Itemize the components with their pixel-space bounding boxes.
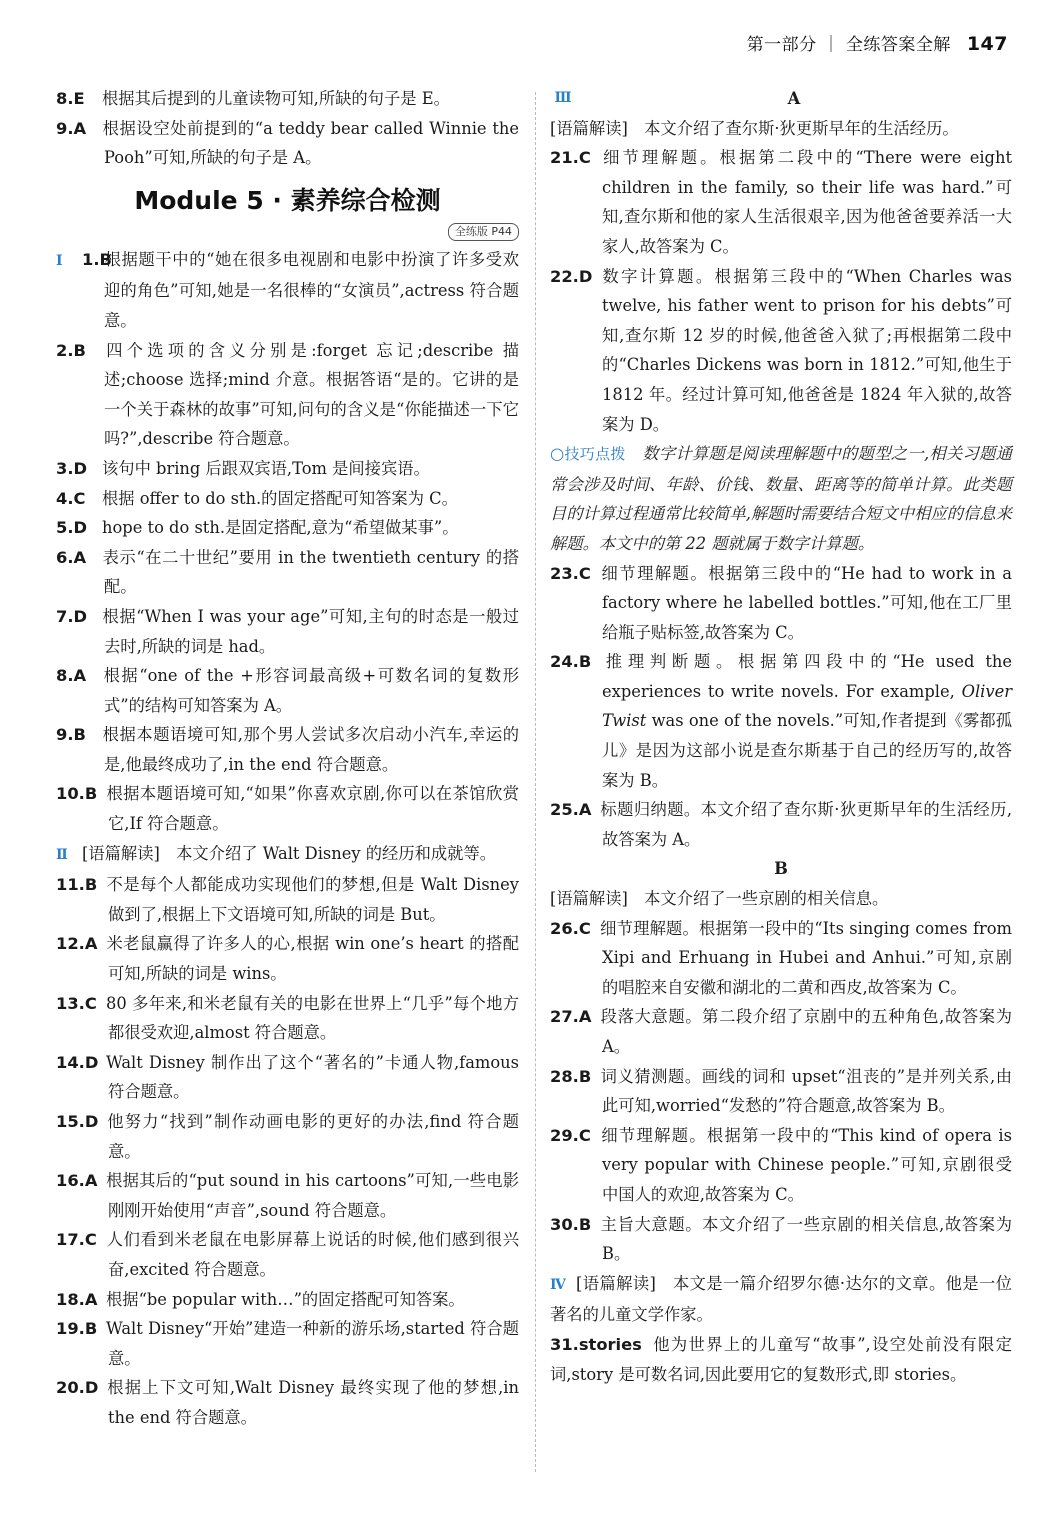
answer-number: 21.C [550,148,591,168]
answer-text: 根据其后的“put sound in his cartoons”可知,一些电影刚刚开始使用“声音”,sound 符合题意。 [106,1171,519,1220]
answer-text: 根据本题语境可知,“如果”你喜欢京剧,你可以在茶馆欣赏它,If 符合题意。 [106,784,519,834]
answer-number: 28.B [550,1066,592,1086]
answer-number: 8.A [56,666,87,686]
answer-item [56,870,519,929]
answer-text: Walt Disney“开始”建造一种新的游乐场,started 符合题意。 [106,1319,519,1368]
passage-heading [550,84,1012,114]
answer-text: 根据题干中的“她在很多电视剧和电影中扮演了许多受欢迎的角色”可知,她是一名很棒的“女演员”,actress 符合题意。 [104,249,519,330]
answer-item [56,1166,519,1225]
passage-intro: [语篇解读] 本文介绍了查尔斯·狄更斯早年的生活经历。 [550,118,959,138]
answer-text: 数字计算题。根据第三段中的“When Charles was twelve, his father went to prison for his debts”可知,查尔斯 12 岁的时候,他爸爸入狱了;再根据第二段中的“Charles Dickens was born in 1812.”可知,他生于 1812 年。经过计算可知,他爸爸是 1824 年入狱的,故答案为 D。 [600,266,1012,434]
answer-item [56,989,519,1048]
answer-item [56,1314,519,1373]
answer-number: 27.A [550,1007,592,1027]
answer-text: 细节理解题。根据第一段中的“Its singing comes from Xipi and Erhuang in Hubei and Anhui.”可知,京剧的唱腔来自安徽和湖北的二黄和西皮,故答案为 C。 [600,918,1012,997]
answer-item [56,454,519,484]
answer-number: 18.A [56,1289,98,1309]
answer-text: 米老鼠赢得了许多人的心,根据 win one’s heart 的搭配可知,所缺的词是 wins。 [106,934,519,984]
tip-box [550,439,1012,558]
answer-number: 4.C [56,488,86,508]
answer-item [550,1330,1012,1389]
answer-text: 主旨大意题。本文介绍了一些京剧的相关信息,故答案为 B。 [600,1214,1012,1264]
answer-number: 29.C [550,1125,591,1145]
answer-item [56,336,519,454]
answer-item [550,795,1012,854]
answer-number: 31.stories [550,1334,642,1354]
answer-item [56,602,519,661]
passage-intro: [语篇解读] 本文介绍了一些京剧的相关信息。 [550,889,889,909]
answer-text: 根据“be popular with…”的固定搭配可知答案。 [106,1289,465,1309]
answer-number: 23.C [550,563,591,583]
answer-number: 2.B [56,340,86,360]
answer-item [550,1002,1012,1061]
passage-heading: B [774,859,788,879]
answer-number: 1.B [82,249,112,269]
answer-number: 3.D [56,458,88,478]
answer-item [56,1225,519,1284]
section-marker: Ⅰ [56,252,63,269]
answer-text: 标题归纳题。本文介绍了查尔斯·狄更斯早年的生活经历,故答案为 A。 [600,800,1012,849]
answer-number: 9.A [56,118,87,138]
passage-intro [550,1269,1012,1330]
answer-number: 20.D [56,1378,99,1398]
answer-text: 根据“one of the +形容词最高级+可数名词的复数形式”的结构可知答案为 A。 [102,666,519,715]
answer-number: 26.C [550,918,591,938]
answer-item [550,647,1012,795]
answer-text: 细节理解题。根据第一段中的“This kind of opera is very popular with Chinese people.”可知,京剧很受中国人的欢迎,故答案为 C。 [600,1125,1012,1204]
page-number: 147 [966,33,1008,55]
column-divider [535,92,536,1472]
left-column [56,84,519,1433]
answer-number: 30.B [550,1214,592,1234]
section-marker: Ⅱ [56,846,68,863]
answer-number: 6.A [56,547,87,567]
answer-text: 根据 offer to do sth.的固定搭配可知答案为 C。 [102,488,458,508]
answer-number: 7.D [56,606,88,626]
answer-item [550,1210,1012,1269]
answer-text: 表示“在二十世纪”要用 in the twentieth century 的搭配。 [102,547,519,597]
answer-text: 根据其后提到的儿童读物可知,所缺的句子是 E。 [102,89,450,108]
header-title: 全练答案全解 [845,35,951,55]
passage-heading-label: A [787,89,801,108]
page-header [747,30,1008,55]
answer-text: 根据上下文可知,Walt Disney 最终实现了他的梦想,in the end 符合题意。 [106,1378,519,1427]
answer-item [550,1121,1012,1210]
answer-number: 19.B [56,1319,98,1339]
answer-item [56,513,519,543]
answer-text: 人们看到米老鼠在电影屏幕上说话的时候,他们感到很兴奋,excited 符合题意。 [106,1230,519,1279]
tip-label: 技巧点拨 [564,445,626,464]
answer-text: hope to do sth.是固定搭配,意为“希望做某事”。 [102,518,459,538]
answer-item [56,484,519,514]
answer-text: 推理判断题。根据第四段中的“He used the experiences to write novels. For example, [600,652,1012,701]
section-marker: Ⅲ [554,90,572,106]
answer-number: 10.B [56,784,98,804]
answer-number: 8.E [56,89,85,108]
answer-number: 14.D [56,1052,99,1072]
answer-item [56,84,519,114]
answer-text: 根据本题语境可知,那个男人尝试多次启动小汽车,幸运的是,他最终成功了,in the end 符合题意。 [102,725,519,774]
section-label: 第一部分 [746,35,817,55]
answer-item [550,914,1012,1003]
answer-item [550,1062,1012,1121]
answer-number: 5.D [56,518,88,538]
answer-text: 他努力“找到”制作动画电影的更好的办法,find 符合题意。 [106,1112,519,1161]
answer-text: 他为世界上的儿童写“故事”,设空处前没有限定词,story 是可数名词,因此要用它的复数形式,即 stories。 [550,1334,1012,1384]
section-marker: Ⅳ [550,1276,566,1293]
book-title: Oliver Twist [602,681,1012,731]
answer-item [56,245,519,336]
answer-number: 22.D [550,266,593,286]
header-divider: ｜ [822,35,841,55]
answer-number: 24.B [550,652,592,672]
answer-text: 根据“When I was your age”可知,主句的时态是一般过去时,所缺的词是 had。 [102,606,519,656]
answer-text: 段落大意题。第二段介绍了京剧中的五种角色,故答案为 A。 [600,1007,1012,1056]
passage-intro-text: [语篇解读] 本文是一篇介绍罗尔德·达尔的文章。他是一位著名的儿童文学作家。 [550,1273,1012,1325]
answer-text: 80 多年来,和米老鼠有关的电影在世界上“几乎”每个地方都很受欢迎,almost 符合题意。 [106,993,519,1043]
answer-number: 15.D [56,1112,99,1131]
answer-number: 16.A [56,1171,98,1191]
answer-number: 12.A [56,934,98,954]
answer-number: 25.A [550,800,592,820]
answer-item [56,720,519,779]
answer-item [56,929,519,988]
answer-number: 11.B [56,875,98,895]
answer-text: 不是每个人都能成功实现他们的梦想,但是 Walt Disney 做到了,根据上下文语境可知,所缺的词是 But。 [106,875,519,924]
answer-text: 该句中 bring 后跟双宾语,Tom 是间接宾语。 [102,458,430,478]
passage-intro-text: [语篇解读] 本文介绍了 Walt Disney 的经历和成就等。 [82,843,497,863]
answer-text: 根据设空处前提到的“a teddy bear called Winnie the Pooh”可知,所缺的句子是 A。 [102,118,519,168]
answer-text: Walt Disney 制作出了这个“著名的”卡通人物,famous 符合题意。 [106,1052,519,1102]
passage-intro [56,839,519,871]
tip-icon: ○ [550,444,565,464]
answer-text: 细节理解题。根据第三段中的“He had to work in a factory where he labelled bottles.”可知,他在工厂里给瓶子贴标签,故答案为 C。 [600,563,1012,642]
module-title: Module 5 · 素养综合检测 [134,185,441,215]
answer-item [56,1107,519,1166]
answer-text: 细节理解题。根据第二段中的“There were eight children in the family, so their life was hard.”可知,查尔斯和他的家人生活很艰辛,因为他爸爸要养活一大家人,故答案为 C。 [600,148,1012,256]
answer-item [550,262,1012,440]
answer-number: 17.C [56,1230,97,1250]
answer-text: 四个选项的含义分别是:forget 忘记;describe 描述;choose 选择;mind 介意。根据答语“是的。它讲的是一个关于森林的故事”可知,问句的含义是“你能描述一下它吗?”,describe 符合题意。 [102,340,519,449]
answer-number: 9.B [56,725,86,745]
answer-item [550,143,1012,261]
answer-item [56,543,519,602]
answer-item [56,114,519,173]
answer-item [56,779,519,838]
answer-text-cont: was one of the novels.”可知,作者提到《雾都孤儿》是因为这部小说是查尔斯基于自己的经历写的,故答案为 B。 [602,711,1012,790]
answer-item [56,1373,519,1432]
answer-number: 13.C [56,993,97,1013]
answer-item [56,1285,519,1315]
answer-item [56,661,519,720]
answer-item [550,559,1012,648]
answer-item [56,1048,519,1107]
tip-text: 数字计算题是阅读理解题中的题型之一,相关习题通常会涉及时间、年龄、价钱、数量、距离等的简单计算。此类题目的计算过程通常比较简单,解题时需要结合短文中相应的信息来解题。本文中的第 22 题就属于数字计算题。 [550,444,1012,553]
right-column [550,84,1012,1389]
answer-text: 词义猜测题。画线的词和 upset“沮丧的”是并列关系,由此可知,worried“发愁的”符合题意,故答案为 B。 [600,1066,1012,1116]
page-ref-badge: 全练版 P44 [448,223,519,241]
